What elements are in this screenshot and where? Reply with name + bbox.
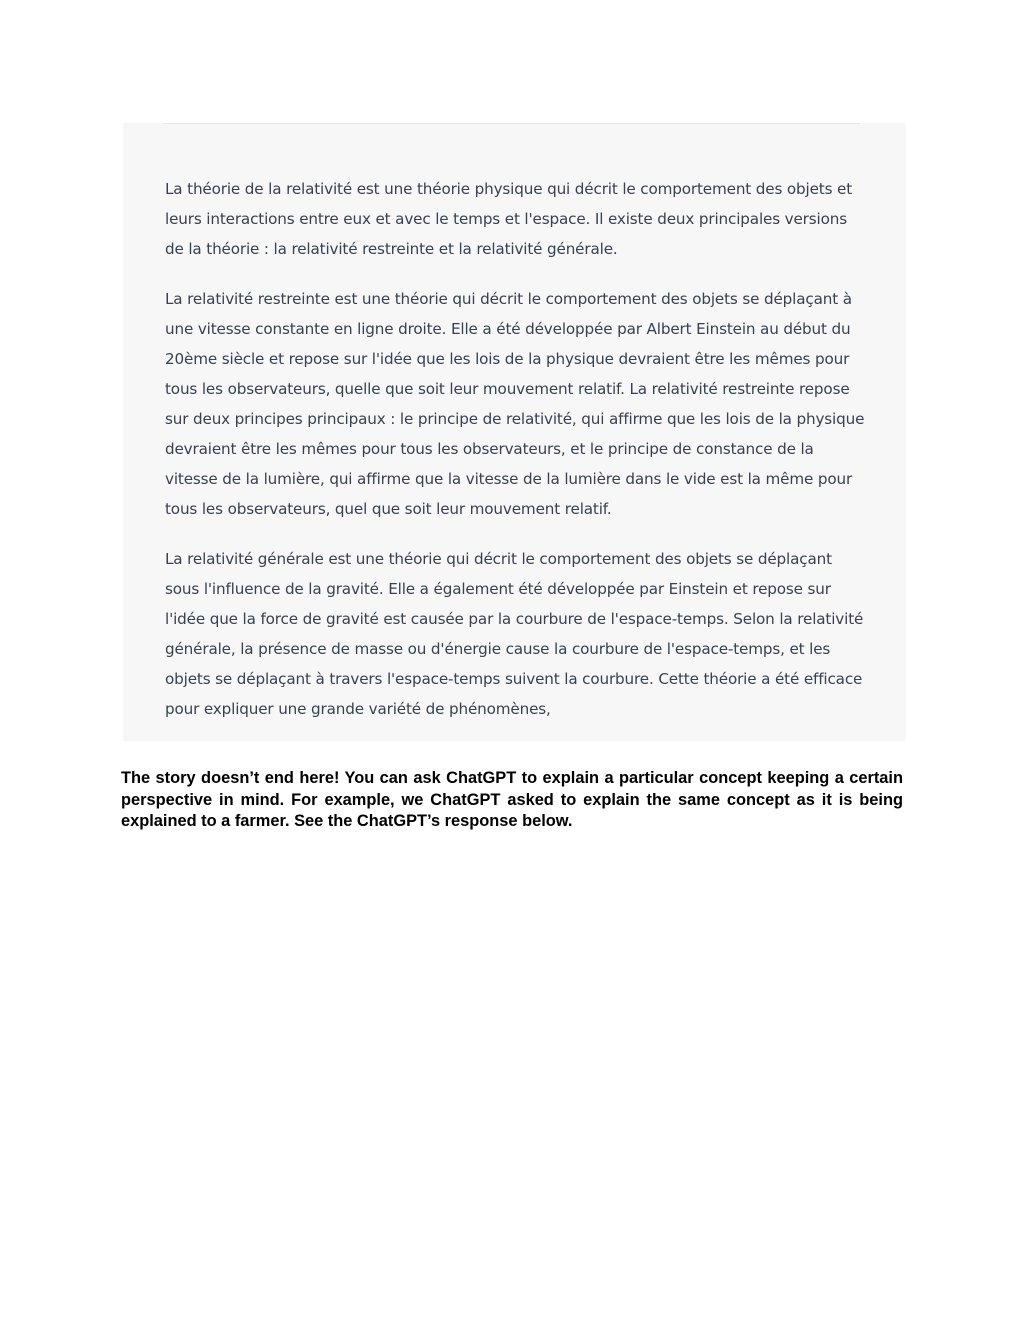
response-paragraph-3: La relativité générale est une théorie qui décrit le comportement des objets se déplaçant sous l'influence de la gravité. Elle a également été développée par Einstein et repose sur l'idée que la force de gravité est causée par la courbure de l'espace-temps. Selon la relativité générale, la présence de masse ou d'énergie cause la courbure de l'espace-temps, et les objets se déplaçant à travers l'espace-temps suivent la courbure. Cette théorie a été efficace pour expliquer une grande variété de phénomènes, xyxy=(165,549,864,718)
document-caption: The story doesn’t end here! You can ask ChatGPT to explain a particular concept keeping a certain perspective in mind. For example, we ChatGPT asked to explain the same concept as it is being explained to a farmer. See the ChatGPT’s response below. xyxy=(121,769,903,830)
divider xyxy=(163,123,860,124)
response-paragraph-1: La théorie de la relativité est une théorie physique qui décrit le comportement des objets et leurs interactions entre eux et avec le temps et l'espace. Il existe deux principales versions de la théorie : la relativité restreinte et la relativité générale. xyxy=(165,180,853,258)
chatgpt-response-text xyxy=(165,175,865,724)
chatgpt-response-screenshot xyxy=(123,123,906,741)
response-paragraph-2: La relativité restreinte est une théorie qui décrit le comportement des objets se déplaçant à une vitesse constante en ligne droite. Elle a été développée par Albert Einstein au début du 20ème siècle et repose sur l'idée que les lois de la physique devraient être les mêmes pour tous les observateurs, quelle que soit leur mouvement relatif. La relativité restreinte repose sur deux principes principaux : le principe de relativité, qui affirme que les lois de la physique devraient être les mêmes pour tous les observateurs, et le principe de constance de la vitesse de la lumière, qui affirme que la vitesse de la lumière dans le vide est la même pour tous les observateurs, quel que soit leur mouvement relatif. xyxy=(165,290,865,518)
